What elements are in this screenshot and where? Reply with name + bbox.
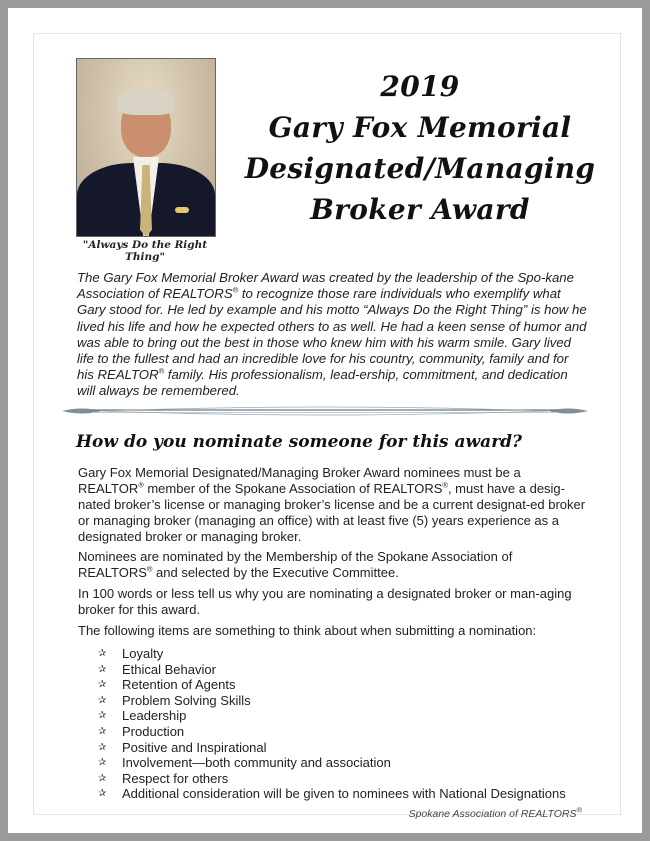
star-bullet-icon: ✰ xyxy=(98,788,107,800)
nomination-heading: How do you nominate someone for this award? xyxy=(76,432,523,452)
criteria-item-label: Loyalty xyxy=(122,646,164,661)
star-bullet-icon: ✰ xyxy=(98,741,107,753)
criteria-item xyxy=(98,740,568,756)
footer-organization: Spokane Association of REALTORS® xyxy=(408,805,582,820)
criteria-item xyxy=(98,771,568,787)
star-bullet-icon: ✰ xyxy=(98,725,107,737)
criteria-intro-paragraph: The following items are something to think about when submitting a nomination: xyxy=(78,623,537,638)
criteria-item-label: Involvement—both community and association xyxy=(122,755,391,771)
criteria-item-label: Additional consideration will be given to nominees with National Designations xyxy=(122,786,566,802)
star-bullet-icon: ✰ xyxy=(98,663,107,675)
criteria-item xyxy=(98,693,568,709)
eligibility-paragraph: Gary Fox Memorial Designated/Managing Broker Award nominees must be a REALTOR® member of the Spokane Association of REALTORS®, must have a desig-nated broker’s license or managing broker’s license and be a current designat-ed broker or managing broker (managing an office) with at least five (5) years experience as a designated broker or managing broker. xyxy=(78,465,586,545)
decorative-divider xyxy=(62,404,588,418)
criteria-item-label: Positive and Inspirational xyxy=(122,739,267,755)
star-bullet-icon: ✰ xyxy=(98,694,107,706)
title-line-1: Gary Fox Memorial xyxy=(268,111,572,144)
document-page xyxy=(8,8,642,833)
criteria-item-label: Production xyxy=(122,723,185,739)
title-line-2: Designated/Managing xyxy=(244,152,596,185)
criteria-item xyxy=(98,708,568,724)
intro-paragraph: The Gary Fox Memorial Broker Award was created by the leadership of the Spo-kane Association of REALTORS® to recognize those rare individuals who exemplify what Gary stood for. He led by example and his motto “Always Do the Right Thing” is how he lived his life and how he expected others to as well. He had a keen sense of humor and was able to bring out the best in those who knew him with his warm smile. Gary lived life to the fullest and had an incredible love for his country, community, family and for his REALTOR® family. His professionalism, lead-ership, commitment, and dedication will always be remembered. xyxy=(77,270,587,399)
criteria-item xyxy=(98,662,568,678)
criteria-item xyxy=(98,646,568,662)
criteria-list xyxy=(98,646,568,802)
star-bullet-icon: ✰ xyxy=(98,648,107,659)
criteria-item-label: Ethical Behavior xyxy=(122,661,216,677)
criteria-item xyxy=(98,677,568,693)
title-year: 2019 xyxy=(380,70,460,103)
photo-caption-motto: "Always Do the Right Thing" xyxy=(82,239,208,263)
star-bullet-icon: ✰ xyxy=(98,772,107,784)
selection-paragraph: Nominees are nominated by the Membership of the Spokane Association of REALTORS® and selected by the Executive Committee. xyxy=(78,549,513,581)
criteria-item-label: Leadership xyxy=(122,708,187,724)
title-line-3: Broker Award xyxy=(310,193,530,226)
star-bullet-icon: ✰ xyxy=(98,710,107,722)
gary-fox-photo xyxy=(76,58,216,237)
criteria-item-label: Respect for others xyxy=(122,770,229,786)
criteria-item-label: Problem Solving Skills xyxy=(122,692,251,708)
criteria-item xyxy=(98,724,568,740)
star-bullet-icon: ✰ xyxy=(98,757,107,769)
criteria-item xyxy=(98,786,568,802)
word-limit-paragraph: In 100 words or less tell us why you are nominating a designated broker or man-aging broker for this award. xyxy=(78,586,572,618)
criteria-item-label: Retention of Agents xyxy=(122,677,236,693)
star-bullet-icon: ✰ xyxy=(98,679,107,691)
criteria-item xyxy=(98,755,568,771)
award-title xyxy=(240,66,600,230)
